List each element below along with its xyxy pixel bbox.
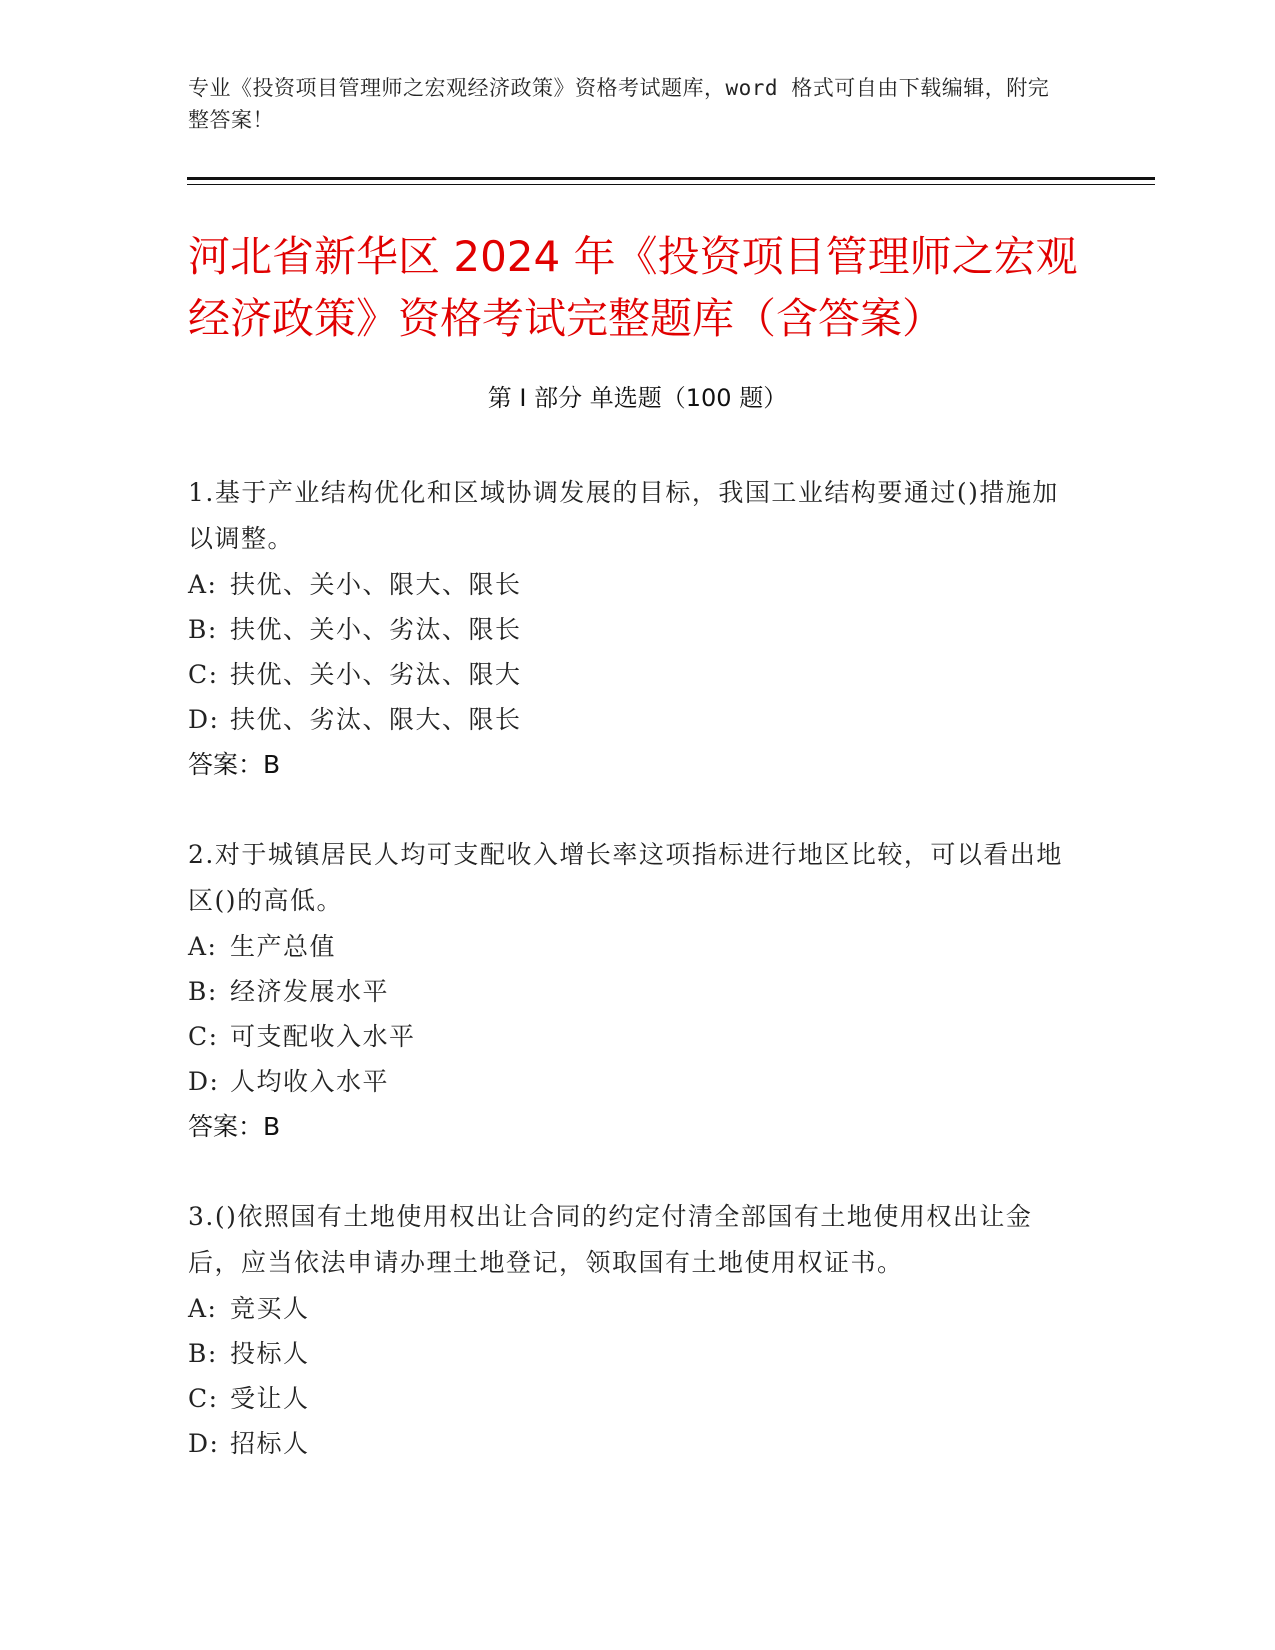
option-c [188, 1014, 1068, 1059]
question-stem: 3.()依照国有土地使用权出让合同的约定付清全部国有土地使用权出让金后，应当依法申请办理土地登记，领取国有土地使用权证书。 [188, 1202, 1033, 1277]
option-c [188, 1376, 1068, 1421]
option-text: 扶优、关小、限大、限长 [230, 570, 522, 599]
option-key: C: [188, 660, 219, 689]
question-stem: 1.基于产业结构优化和区域协调发展的目标，我国工业结构要通过()措施加以调整。 [188, 478, 1059, 553]
header-divider-thin [187, 184, 1155, 185]
option-d [188, 697, 1068, 742]
question-1 [188, 470, 1068, 788]
option-text: 受让人 [230, 1384, 310, 1413]
question-list [188, 470, 1068, 1510]
option-text: 扶优、关小、劣汰、限长 [230, 615, 522, 644]
option-key: B: [188, 615, 218, 644]
option-text: 扶优、关小、劣汰、限大 [230, 660, 522, 689]
section-heading: 第 I 部分 单选题（100 题） [487, 384, 788, 412]
option-text: 可支配收入水平 [230, 1022, 416, 1051]
option-text: 扶优、劣汰、限大、限长 [230, 705, 522, 734]
question-stem: 2.对于城镇居民人均可支配收入增长率这项指标进行地区比较，可以看出地区()的高低。 [188, 840, 1063, 915]
header-note: 专业《投资项目管理师之宏观经济政策》资格考试题库，word 格式可自由下载编辑，附完整答案！ [188, 76, 1050, 132]
option-c [188, 652, 1068, 697]
option-b [188, 607, 1068, 652]
option-key: D: [188, 705, 220, 734]
option-a [188, 562, 1068, 607]
header-divider-thick [187, 177, 1155, 180]
option-text: 生产总值 [230, 932, 337, 961]
document-title: 河北省新华区 2024 年《投资项目管理师之宏观经济政策》资格考试完整题库（含答案） [188, 232, 1078, 343]
option-key: A: [188, 1294, 218, 1323]
option-key: C: [188, 1022, 219, 1051]
option-b [188, 1331, 1068, 1376]
option-d [188, 1059, 1068, 1104]
answer-line: 答案：B [188, 750, 281, 779]
option-key: B: [188, 977, 218, 1006]
option-key: A: [188, 932, 218, 961]
question-3 [188, 1194, 1068, 1466]
question-2 [188, 832, 1068, 1150]
option-a [188, 1286, 1068, 1331]
option-key: D: [188, 1429, 220, 1458]
option-text: 投标人 [230, 1339, 310, 1368]
answer-line: 答案：B [188, 1112, 281, 1141]
option-key: D: [188, 1067, 220, 1096]
option-b [188, 969, 1068, 1014]
option-text: 竞买人 [230, 1294, 310, 1323]
option-text: 人均收入水平 [230, 1067, 390, 1096]
option-key: A: [188, 570, 218, 599]
option-a [188, 924, 1068, 969]
option-key: C: [188, 1384, 219, 1413]
option-d [188, 1421, 1068, 1466]
option-key: B: [188, 1339, 218, 1368]
option-text: 招标人 [230, 1429, 310, 1458]
option-text: 经济发展水平 [230, 977, 390, 1006]
